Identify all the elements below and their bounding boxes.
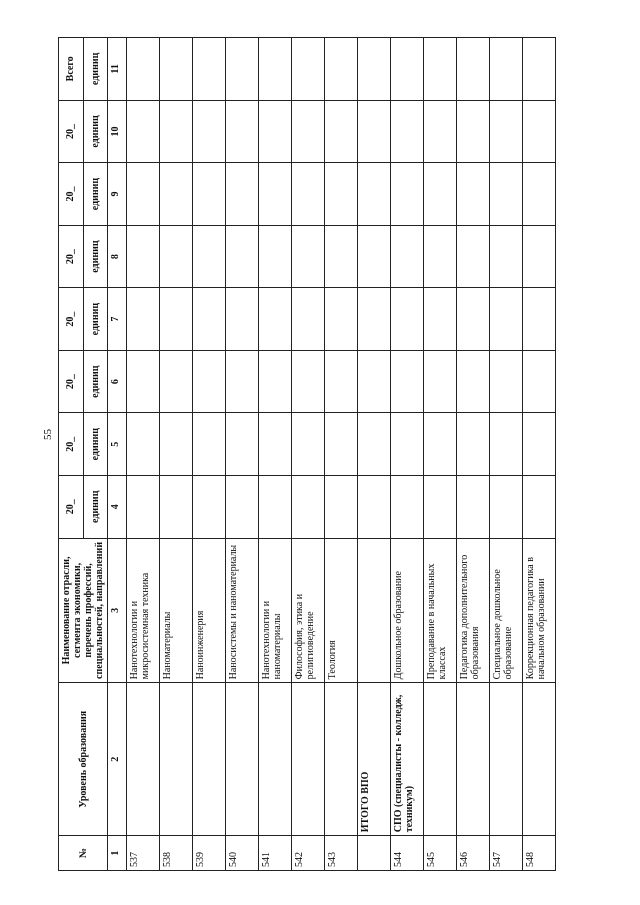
- value-cell: [292, 288, 325, 351]
- column-number: 11: [108, 38, 127, 101]
- row-level: [424, 683, 457, 836]
- table-row: [226, 38, 259, 871]
- value-cell: [523, 413, 556, 476]
- row-name: Наноматериалы: [160, 538, 193, 683]
- value-cell: [127, 350, 160, 413]
- table-row: [127, 38, 160, 871]
- table-row: [490, 38, 523, 871]
- table-row: [523, 38, 556, 871]
- column-number: 7: [108, 288, 127, 351]
- value-cell: [424, 163, 457, 226]
- value-cell: [490, 100, 523, 163]
- header-unit: единиц: [83, 100, 108, 163]
- value-cell: [259, 38, 292, 101]
- table-row: [325, 38, 358, 871]
- value-cell: [292, 475, 325, 538]
- value-cell: [457, 38, 490, 101]
- value-cell: [259, 225, 292, 288]
- row-name: Наносистемы и наноматериалы: [226, 538, 259, 683]
- value-cell: [160, 38, 193, 101]
- table-row: [259, 38, 292, 871]
- header-level: Уровень образования: [59, 683, 108, 836]
- row-number: 545: [424, 836, 457, 871]
- value-cell: [523, 225, 556, 288]
- value-cell: [160, 413, 193, 476]
- row-name: Коррекционная педагогика в начальном образовании: [523, 538, 556, 683]
- value-cell: [358, 413, 391, 476]
- table-row: [391, 38, 424, 871]
- value-cell: [160, 163, 193, 226]
- data-table: [58, 37, 556, 871]
- value-cell: [490, 350, 523, 413]
- header-year: 20_: [59, 288, 84, 351]
- value-cell: [325, 413, 358, 476]
- row-name: Философия, этика и религиоведение: [292, 538, 325, 683]
- value-cell: [325, 475, 358, 538]
- header-num: №: [59, 836, 108, 871]
- value-cell: [259, 350, 292, 413]
- row-name: Нанотехнологии и наноматериалы: [259, 538, 292, 683]
- value-cell: [226, 225, 259, 288]
- value-cell: [424, 38, 457, 101]
- table-row: [160, 38, 193, 871]
- value-cell: [490, 288, 523, 351]
- header-total: Всего: [59, 38, 84, 101]
- value-cell: [523, 288, 556, 351]
- value-cell: [358, 288, 391, 351]
- row-level: [457, 683, 490, 836]
- value-cell: [160, 475, 193, 538]
- row-number: 543: [325, 836, 358, 871]
- value-cell: [457, 413, 490, 476]
- value-cell: [391, 350, 424, 413]
- value-cell: [226, 288, 259, 351]
- rotated-table-wrapper: [58, 37, 611, 871]
- row-level: СПО (специалисты - колледж, техникум): [391, 683, 424, 836]
- value-cell: [325, 100, 358, 163]
- row-number: [358, 836, 391, 871]
- value-cell: [193, 163, 226, 226]
- row-level: [292, 683, 325, 836]
- column-number: 10: [108, 100, 127, 163]
- row-level: [160, 683, 193, 836]
- row-name: Теология: [325, 538, 358, 683]
- header-name: Наименование отрасли, сегмента экономики, перечень профессий, специальностей, направлений: [59, 538, 108, 683]
- row-name: Специальное дошкольное образование: [490, 538, 523, 683]
- value-cell: [193, 350, 226, 413]
- value-cell: [226, 163, 259, 226]
- value-cell: [457, 225, 490, 288]
- row-level: [193, 683, 226, 836]
- row-number: 539: [193, 836, 226, 871]
- header-year: 20_: [59, 100, 84, 163]
- value-cell: [259, 163, 292, 226]
- value-cell: [226, 100, 259, 163]
- column-number: 8: [108, 225, 127, 288]
- value-cell: [325, 38, 358, 101]
- value-cell: [523, 38, 556, 101]
- row-number: 542: [292, 836, 325, 871]
- value-cell: [424, 350, 457, 413]
- row-number: 537: [127, 836, 160, 871]
- value-cell: [226, 413, 259, 476]
- value-cell: [127, 475, 160, 538]
- value-cell: [226, 350, 259, 413]
- row-name: Преподавание в начальных классах: [424, 538, 457, 683]
- value-cell: [325, 163, 358, 226]
- value-cell: [160, 350, 193, 413]
- value-cell: [391, 475, 424, 538]
- value-cell: [193, 413, 226, 476]
- header-unit: единиц: [83, 225, 108, 288]
- row-level: [523, 683, 556, 836]
- value-cell: [523, 350, 556, 413]
- value-cell: [490, 225, 523, 288]
- value-cell: [457, 475, 490, 538]
- row-level: ИТОГО ВПО: [358, 683, 391, 836]
- value-cell: [226, 475, 259, 538]
- value-cell: [358, 350, 391, 413]
- column-number: 1: [108, 836, 127, 871]
- table-row: [424, 38, 457, 871]
- value-cell: [193, 288, 226, 351]
- value-cell: [391, 225, 424, 288]
- value-cell: [193, 225, 226, 288]
- value-cell: [292, 163, 325, 226]
- value-cell: [490, 475, 523, 538]
- value-cell: [127, 413, 160, 476]
- value-cell: [424, 100, 457, 163]
- header-year: 20_: [59, 350, 84, 413]
- row-number: 547: [490, 836, 523, 871]
- column-number: 3: [108, 538, 127, 683]
- value-cell: [358, 38, 391, 101]
- value-cell: [226, 38, 259, 101]
- row-name: Наноинженерия: [193, 538, 226, 683]
- value-cell: [292, 413, 325, 476]
- value-cell: [424, 413, 457, 476]
- value-cell: [292, 38, 325, 101]
- row-name: Дошкольное образование: [391, 538, 424, 683]
- table-body: [127, 38, 556, 871]
- value-cell: [259, 288, 292, 351]
- row-name: Педагогика дополнительного образования: [457, 538, 490, 683]
- value-cell: [358, 163, 391, 226]
- table-row: [457, 38, 490, 871]
- value-cell: [193, 100, 226, 163]
- value-cell: [160, 225, 193, 288]
- table-row: [358, 38, 391, 871]
- value-cell: [259, 413, 292, 476]
- value-cell: [160, 288, 193, 351]
- value-cell: [523, 475, 556, 538]
- value-cell: [391, 100, 424, 163]
- value-cell: [325, 288, 358, 351]
- column-number: 4: [108, 475, 127, 538]
- header-unit: единиц: [83, 350, 108, 413]
- header-year: 20_: [59, 163, 84, 226]
- value-cell: [523, 100, 556, 163]
- value-cell: [457, 350, 490, 413]
- table-row: [292, 38, 325, 871]
- value-cell: [391, 413, 424, 476]
- value-cell: [391, 38, 424, 101]
- header-unit: единиц: [83, 163, 108, 226]
- value-cell: [490, 413, 523, 476]
- row-number: 541: [259, 836, 292, 871]
- row-level: [226, 683, 259, 836]
- value-cell: [325, 225, 358, 288]
- row-number: 538: [160, 836, 193, 871]
- value-cell: [457, 100, 490, 163]
- value-cell: [457, 288, 490, 351]
- row-level: [325, 683, 358, 836]
- header-year: 20_: [59, 413, 84, 476]
- header-unit: единиц: [83, 413, 108, 476]
- value-cell: [292, 225, 325, 288]
- value-cell: [127, 288, 160, 351]
- row-number: 544: [391, 836, 424, 871]
- table-row: [193, 38, 226, 871]
- value-cell: [391, 163, 424, 226]
- value-cell: [391, 288, 424, 351]
- value-cell: [457, 163, 490, 226]
- value-cell: [127, 163, 160, 226]
- value-cell: [490, 163, 523, 226]
- value-cell: [193, 475, 226, 538]
- value-cell: [292, 100, 325, 163]
- header-year: 20_: [59, 225, 84, 288]
- row-name: Нанотехнологии и микросистемная техника: [127, 538, 160, 683]
- column-number: 9: [108, 163, 127, 226]
- column-number: 2: [108, 683, 127, 836]
- value-cell: [292, 350, 325, 413]
- column-number-row: [108, 38, 127, 871]
- value-cell: [523, 163, 556, 226]
- column-number: 5: [108, 413, 127, 476]
- row-level: [127, 683, 160, 836]
- header-unit: единиц: [83, 38, 108, 101]
- header-year: 20_: [59, 475, 84, 538]
- value-cell: [424, 288, 457, 351]
- row-number: 540: [226, 836, 259, 871]
- value-cell: [490, 38, 523, 101]
- row-name: [358, 538, 391, 683]
- row-level: [490, 683, 523, 836]
- column-number: 6: [108, 350, 127, 413]
- row-number: 546: [457, 836, 490, 871]
- value-cell: [127, 225, 160, 288]
- value-cell: [358, 475, 391, 538]
- value-cell: [358, 225, 391, 288]
- value-cell: [358, 100, 391, 163]
- header-unit: единиц: [83, 288, 108, 351]
- header-unit: единиц: [83, 475, 108, 538]
- value-cell: [259, 100, 292, 163]
- value-cell: [325, 350, 358, 413]
- value-cell: [127, 38, 160, 101]
- value-cell: [259, 475, 292, 538]
- value-cell: [160, 100, 193, 163]
- row-level: [259, 683, 292, 836]
- value-cell: [193, 38, 226, 101]
- value-cell: [424, 225, 457, 288]
- row-number: 548: [523, 836, 556, 871]
- value-cell: [424, 475, 457, 538]
- page-number: 55: [42, 429, 54, 440]
- value-cell: [127, 100, 160, 163]
